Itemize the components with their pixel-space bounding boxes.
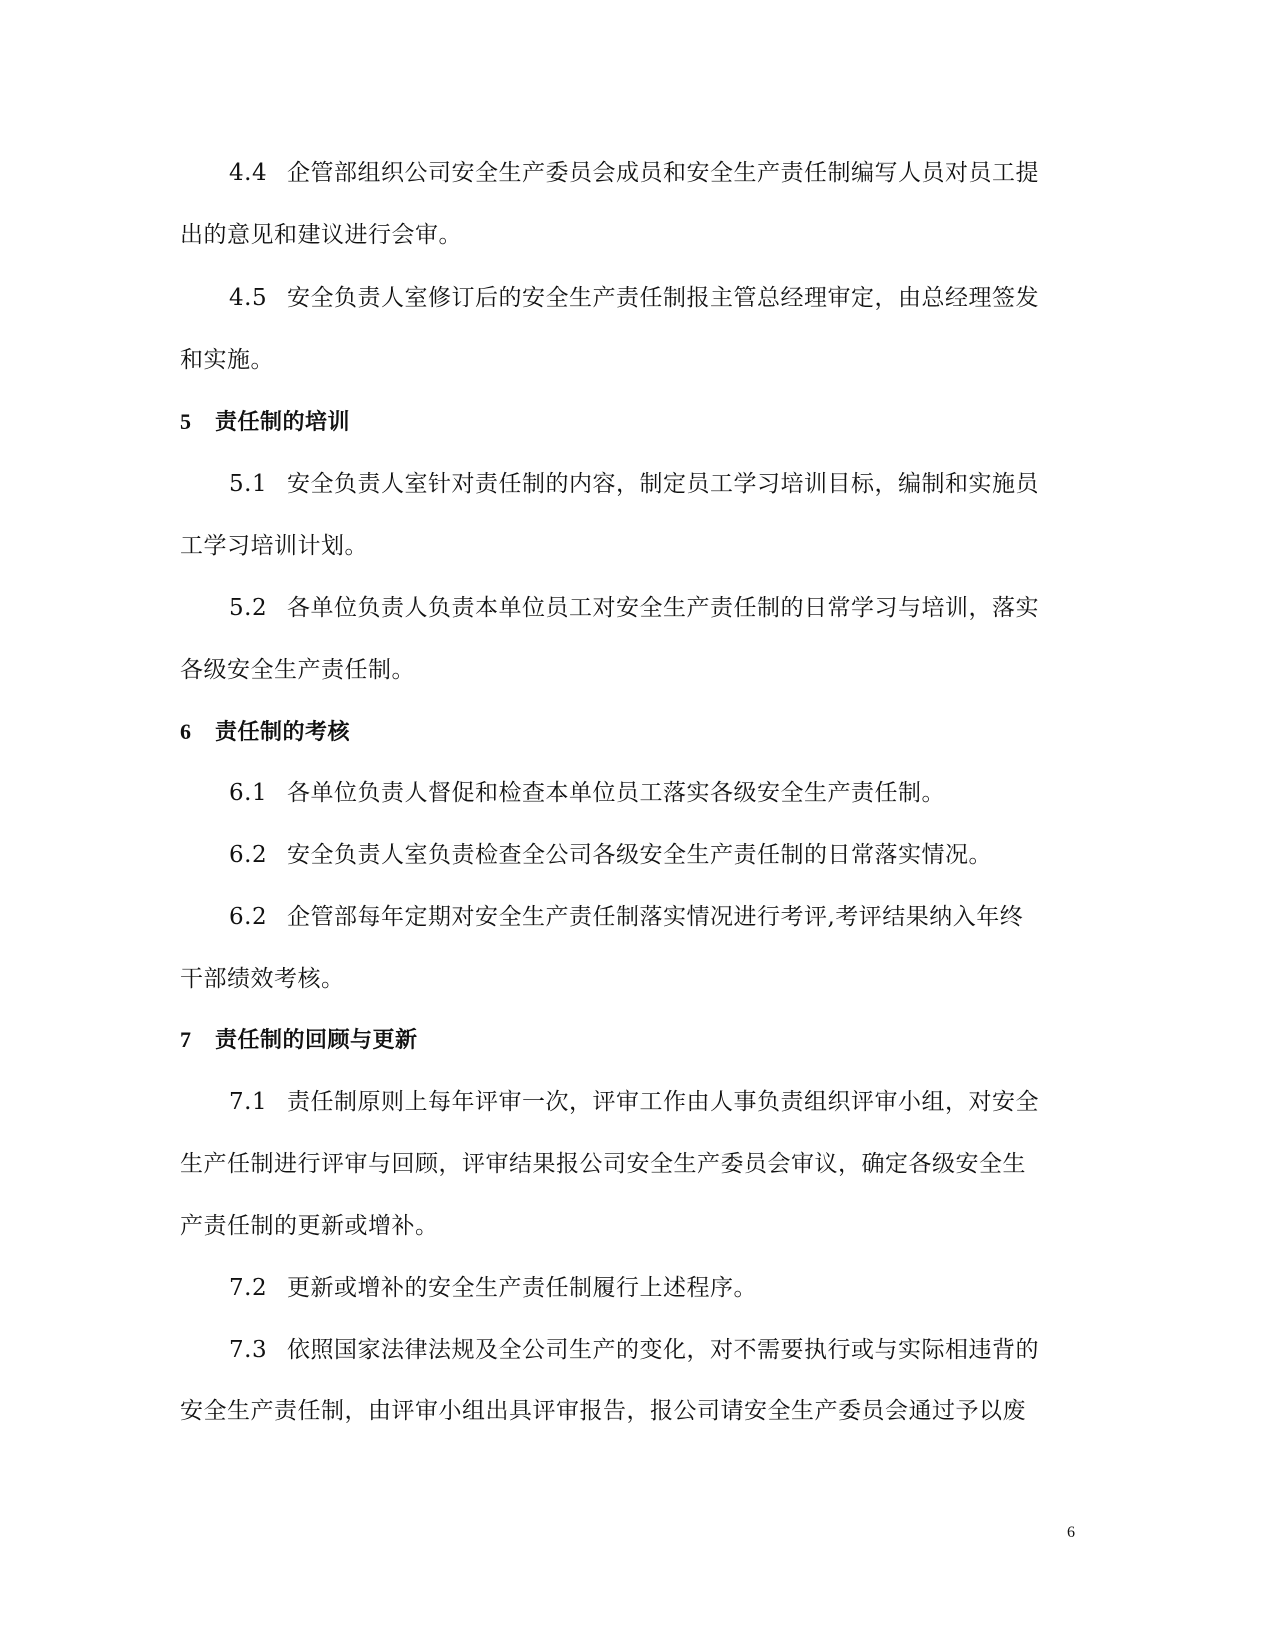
paragraph-text: 安全负责人室修订后的安全生产责任制报主管总经理审定，由总经理签发 bbox=[287, 285, 1039, 311]
clause-number: 6.2 bbox=[229, 904, 268, 930]
clause-number: 7.2 bbox=[229, 1275, 268, 1301]
paragraph-4-5-line-1 bbox=[229, 283, 1039, 313]
clause-number: 5.2 bbox=[229, 595, 268, 621]
paragraph-7-3-line-2: 安全生产责任制，由评审小组出具评审报告，报公司请安全生产委员会通过予以废 bbox=[180, 1398, 1026, 1424]
clause-number: 6.1 bbox=[229, 780, 268, 806]
section-number: 6 bbox=[180, 719, 192, 744]
paragraph-7-1-line-3: 产责任制的更新或增补。 bbox=[180, 1213, 439, 1239]
section-number: 7 bbox=[180, 1027, 192, 1052]
section-title: 责任制的培训 bbox=[215, 410, 351, 435]
paragraph-5-1-line-2: 工学习培训计划。 bbox=[180, 533, 368, 559]
paragraph-7-1-line-1 bbox=[229, 1087, 1039, 1117]
clause-number: 6.2 bbox=[229, 842, 268, 868]
paragraph-text: 安全负责人室负责检查全公司各级安全生产责任制的日常落实情况。 bbox=[287, 842, 992, 868]
section-title: 责任制的考核 bbox=[215, 720, 351, 745]
paragraph-6-2b-line-2: 干部绩效考核。 bbox=[180, 966, 345, 992]
paragraph-text: 依照国家法律法规及全公司生产的变化，对不需要执行或与实际相违背的 bbox=[287, 1337, 1039, 1363]
paragraph-6-1-line-1 bbox=[229, 778, 945, 808]
clause-number: 5.1 bbox=[229, 471, 268, 497]
paragraph-4-4-line-1 bbox=[229, 158, 1039, 188]
paragraph-text: 各单位负责人督促和检查本单位员工落实各级安全生产责任制。 bbox=[287, 780, 945, 806]
paragraph-6-2a-line-1 bbox=[229, 840, 992, 870]
paragraph-5-2-line-2: 各级安全生产责任制。 bbox=[180, 657, 415, 683]
paragraph-7-2-line-1 bbox=[229, 1273, 757, 1303]
clause-number: 4.5 bbox=[229, 285, 268, 311]
paragraph-4-5-line-2: 和实施。 bbox=[180, 347, 274, 373]
paragraph-4-4-line-2: 出的意见和建议进行会审。 bbox=[180, 222, 462, 248]
paragraph-7-1-line-2: 生产任制进行评审与回顾，评审结果报公司安全生产委员会审议，确定各级安全生 bbox=[180, 1151, 1026, 1177]
paragraph-text: 安全负责人室针对责任制的内容，制定员工学习培训目标，编制和实施员 bbox=[287, 471, 1039, 497]
section-heading-7 bbox=[180, 1025, 418, 1056]
paragraph-text: 更新或增补的安全生产责任制履行上述程序。 bbox=[287, 1275, 757, 1301]
page-number: 6 bbox=[1067, 1524, 1075, 1541]
paragraph-7-3-line-1 bbox=[229, 1335, 1039, 1365]
paragraph-text: 责任制原则上每年评审一次，评审工作由人事负责组织评审小组，对安全 bbox=[287, 1089, 1039, 1115]
clause-number: 7.1 bbox=[229, 1089, 268, 1115]
paragraph-6-2b-line-1 bbox=[229, 902, 1023, 932]
section-title: 责任制的回顾与更新 bbox=[215, 1028, 418, 1053]
paragraph-text: 各单位负责人负责本单位员工对安全生产责任制的日常学习与培训，落实 bbox=[287, 595, 1039, 621]
paragraph-text: 企管部每年定期对安全生产责任制落实情况进行考评,考评结果纳入年终 bbox=[287, 904, 1024, 930]
section-heading-5 bbox=[180, 407, 350, 438]
paragraph-5-2-line-1 bbox=[229, 593, 1039, 623]
paragraph-5-1-line-1 bbox=[229, 469, 1039, 499]
section-number: 5 bbox=[180, 409, 192, 434]
clause-number: 4.4 bbox=[229, 160, 268, 186]
paragraph-text: 企管部组织公司安全生产委员会成员和安全生产责任制编写人员对员工提 bbox=[287, 160, 1039, 186]
clause-number: 7.3 bbox=[229, 1337, 268, 1363]
section-heading-6 bbox=[180, 717, 350, 748]
